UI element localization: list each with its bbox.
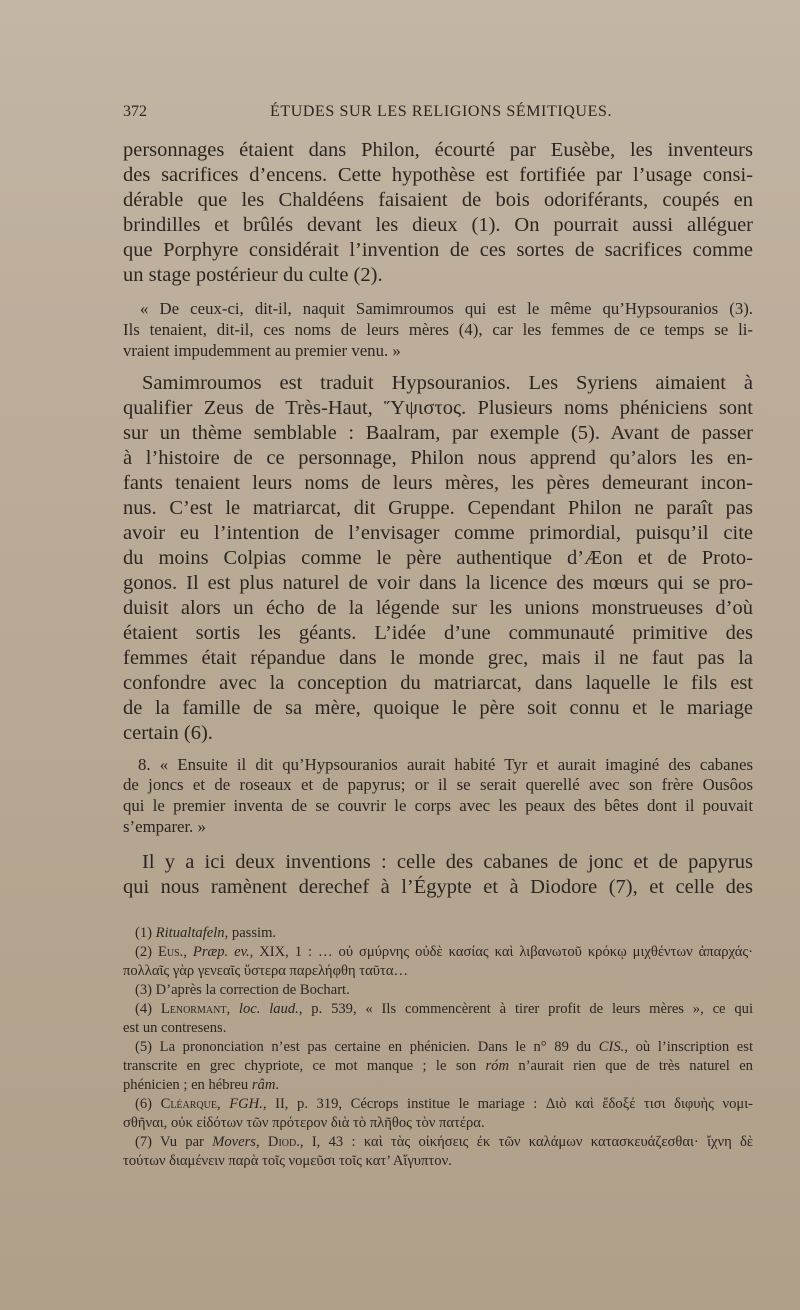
footnote-text: est un contresens. [123, 1019, 227, 1036]
footnote-text: phénicien ; en hébreu [123, 1076, 252, 1093]
footnote-line [123, 981, 753, 1000]
footnote-text: πολλαῖς γὰρ γενεαῖς ὕστερα παρελήφθη ταῦτα… [123, 962, 409, 979]
footnote-line [123, 943, 753, 962]
footnote-line [123, 1152, 753, 1171]
text-line: de joncs et de roseaux et de papyrus; or il se serait querellé avec son frère Ousôos [123, 775, 753, 795]
text-line: duisit alors un écho de la légende sur les unions monstrueuses d’où [123, 596, 753, 619]
footnote-text: , où l’inscription est [624, 1038, 753, 1055]
text-line: « De ceux-ci, dit-il, naquit Samimroumos qui est le même qu’Hypsouranios (3). [140, 298, 753, 318]
text-line: personnages étaient dans Philon, écourté par Eusèbe, les inventeurs [123, 138, 753, 161]
text-line: s’emparer. » [123, 816, 206, 836]
page-number: 372 [123, 103, 147, 120]
italic-text: râm [251, 1076, 276, 1093]
footnote-text: , [226, 1000, 239, 1017]
italic-text: Præp. ev. [192, 943, 250, 960]
italic-text: róm [485, 1057, 510, 1074]
text-line: qualifier Zeus de Très-Haut, Ὕψιστος. Plusieurs noms phéniciens sont [123, 396, 753, 419]
footnote-text: , [217, 1095, 230, 1112]
footnote-text: , II, p. 319, Cécrops institue le mariage : Διὸ καὶ ἔδοξέ τισι διφυὴς νομι- [262, 1095, 753, 1112]
text-line: qui nous ramènent derechef à l’Égypte et à Diodore (7), et celle des [123, 875, 753, 898]
text-line: Il y a ici deux inventions : celle des cabanes de jonc et de papyrus [142, 850, 753, 873]
text-line: vraient impudemment au premier venu. » [123, 340, 401, 360]
text-line: 8. « Ensuite il dit qu’Hypsouranios aurait habité Tyr et aurait imaginé des cabanes [138, 754, 753, 774]
author-name: Diod. [267, 1133, 300, 1150]
footnote-line [123, 1133, 753, 1152]
footnote-text: , [183, 943, 193, 960]
text-line: un stage postérieur du culte (2). [123, 263, 383, 286]
footnote-line [123, 1057, 753, 1076]
text-line: étaient sortis les géants. L’idée d’une communauté primitive des [123, 621, 753, 644]
footnote-text: (5) La prononciation n’est pas certaine en phénicien. Dans le n° 89 du [135, 1038, 599, 1055]
text-line: femmes était répandue dans le monde grec, mais il ne faut pas la [123, 646, 753, 669]
footnote-line [123, 1019, 753, 1038]
text-line: brindilles et brûlés devant les dieux (1). On pourrait aussi alléguer [123, 213, 753, 236]
author-name: Eus. [157, 943, 184, 960]
text-line: nus. C’est le matriarcat, dit Gruppe. Cependant Philon ne paraît pas [123, 496, 753, 519]
footnote-text: σθῆναι, οὐκ εἰδότων τῶν πρότερον διὰ τὸ πλῆθος τὸν πατέρα. [123, 1114, 485, 1131]
text-line: Ils tenaient, dit-il, ces noms de leurs mères (4), car les femmes de ce temps se li- [123, 319, 753, 339]
author-name: Cléarque [160, 1095, 217, 1112]
text-line: avoir eu l’intention de l’envisager comme primordial, puisqu’il cite [123, 521, 753, 544]
footnote-text: . [275, 1076, 280, 1093]
footnote-text: , XIX, 1 : … οὐ σμύρνης οὐδὲ κασίας καὶ λιβανωτοῦ κρόκῳ μιχθέντων ἀπαρχάς· [249, 943, 753, 960]
italic-text: loc. laud. [238, 1000, 299, 1017]
author-name: Lenormant [160, 1000, 227, 1017]
text-line: sur un thème semblable : Baalram, par exemple (5). Avant de passer [123, 421, 753, 444]
text-line: dérable que les Chaldéens faisaient de bois odoriférants, coupés en [123, 188, 753, 211]
text-line: fants tenaient leurs noms de leurs mères, les pères demeurant incon- [123, 471, 753, 494]
footnote-line [123, 1038, 753, 1057]
text-line: certain (6). [123, 721, 213, 744]
text-line: à l’histoire de ce personnage, Philon nous apprend qu’alors les en- [123, 446, 753, 469]
text-line: de la famille de sa mère, quoique le père soit connu et le mariage [123, 696, 753, 719]
text-line: des sacrifices d’encens. Cette hypothèse est fortifiée par l’usage consi- [123, 163, 753, 186]
footnote-text: n’aurait rien que de très naturel en [509, 1057, 753, 1074]
text-line: Samimroumos est traduit Hypsouranios. Les Syriens aimaient à [142, 371, 753, 394]
italic-text: CIS. [598, 1038, 625, 1055]
footnote-text: (2) [135, 943, 158, 960]
text-line: du moins Colpias comme le père authentique d’Æon et de Proto- [123, 546, 753, 569]
footnote-text: transcrite en grec chypriote, ce mot manque ; le son [123, 1057, 486, 1074]
text-line: qui le premier inventa de se couvrir le corps avec les peaux des bêtes dont il pouvait [123, 796, 753, 816]
italic-text: Ritualtafeln [155, 924, 225, 941]
footnote-text: , p. 539, « Ils commencèrent à tirer profit de leurs mères », ce qui [298, 1000, 753, 1017]
footnote-text: , passim. [224, 924, 277, 941]
footnote-line [123, 1000, 753, 1019]
running-title: ÉTUDES SUR LES RELIGIONS SÉMITIQUES. [270, 103, 613, 120]
text-line: confondre avec la conception du matriarcat, dans laquelle le fils est [123, 671, 753, 694]
text-line: gonos. Il est plus naturel de voir dans la licence des mœurs qui se pro- [123, 571, 753, 594]
footnote-text: , I, 43 : καὶ τὰς οἰκήσεις ἐκ τῶν καλάμων κατασκευάζεσθαι· ἴχνη δὲ [299, 1133, 753, 1150]
footnote-line [123, 1114, 753, 1133]
footnote-line [123, 1095, 753, 1114]
footnote-text: , [255, 1133, 268, 1150]
text-line: que Porphyre considérait l’invention de ces sortes de sacrifices comme [123, 238, 753, 261]
footnote-text: τούτων διαμένειν παρὰ τοῖς νομεῦσι τοῖς κατ’ Αἴγυπτον. [123, 1152, 452, 1169]
page-header [123, 103, 753, 123]
footnote-text: (6) [135, 1095, 161, 1112]
italic-text: Movers [212, 1133, 256, 1150]
footnote-text: (3) D’après la correction de Bochart. [135, 981, 350, 998]
footnote-text: (4) [135, 1000, 161, 1017]
italic-text: FGH. [229, 1095, 263, 1112]
footnote-line [123, 1076, 753, 1095]
footnote-text: (1) [135, 924, 156, 941]
footnote-line [123, 924, 753, 943]
footnote-line [123, 962, 753, 981]
footnote-text: (7) Vu par [135, 1133, 213, 1150]
